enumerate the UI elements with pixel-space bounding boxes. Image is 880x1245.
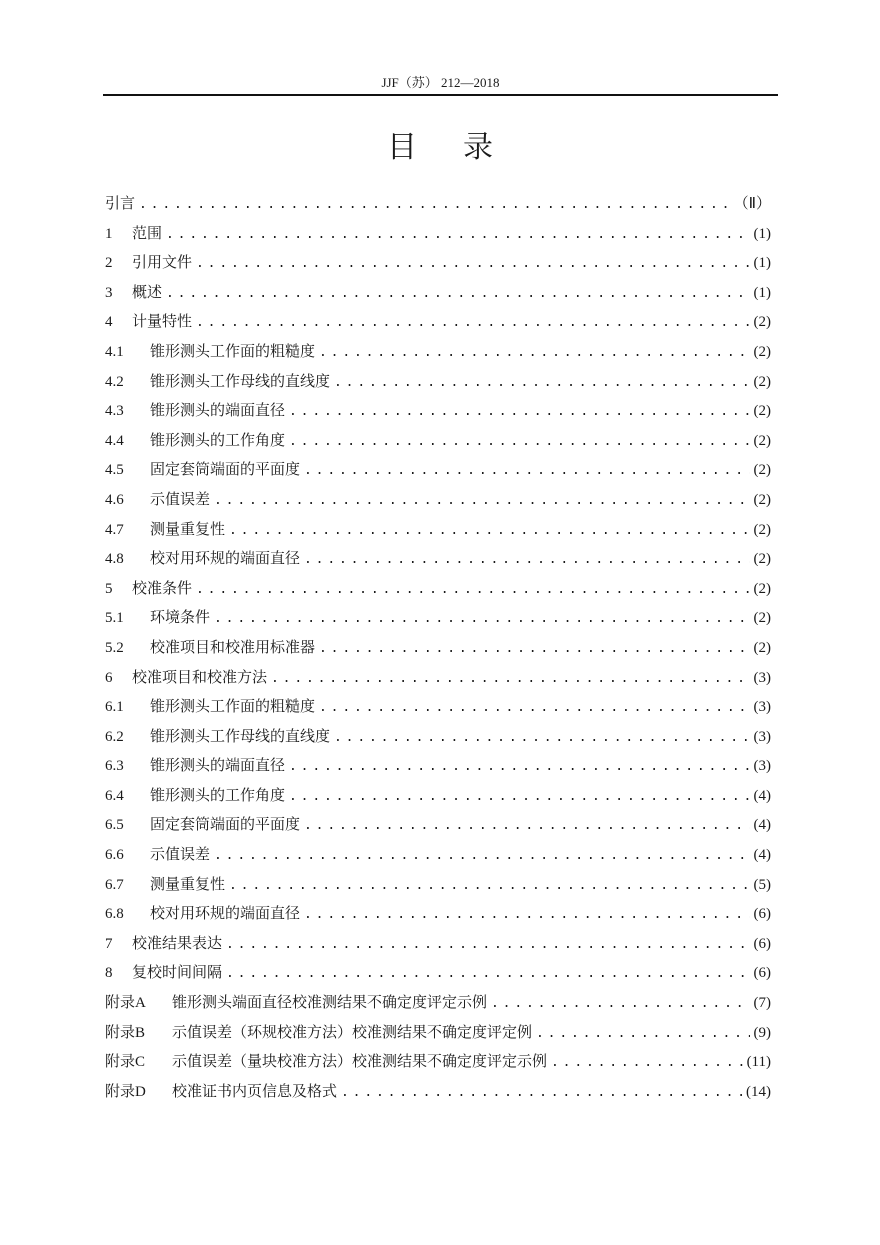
toc-entry-label: 固定套筒端面的平面度 [150,460,301,479]
toc-entry[interactable] [105,370,771,400]
toc-entry-label: 复校时间间隔 [132,963,223,982]
toc-entry[interactable] [105,488,771,518]
toc-entry[interactable] [105,784,771,814]
toc-entry[interactable] [105,695,771,725]
dot-leader [319,700,749,715]
dot-leader [214,611,749,626]
toc-entry[interactable] [105,961,771,991]
toc-entry-page: (6) [753,935,771,952]
toc-entry-number: 6.6 [105,847,124,864]
toc-entry-number: 4.4 [105,432,124,449]
toc-entry-page: (2) [753,639,771,656]
toc-entry-label: 锥形测头的端面直径 [150,401,286,420]
toc-entry[interactable] [105,991,771,1021]
toc-entry-number: 4 [105,314,113,331]
table-of-contents [105,192,771,1109]
toc-entry[interactable] [105,1021,771,1051]
toc-entry-label: 校准项目和校准方法 [132,667,268,686]
toc-entry-number: 4.2 [105,373,124,390]
dot-leader [196,582,749,597]
toc-entry-number: 6.1 [105,699,124,716]
toc-entry-label: 锥形测头的工作角度 [150,430,286,449]
toc-entry-page: (3) [753,669,771,686]
toc-entry-label: 计量特性 [132,312,193,331]
toc-entry-label: 概述 [132,282,163,301]
toc-entry-page: (3) [753,699,771,716]
toc-entry-number: 3 [105,284,113,301]
dot-leader [334,730,749,745]
dot-leader [214,848,749,863]
toc-entry-number: 6.2 [105,728,124,745]
dot-leader [289,789,749,804]
toc-entry-label: 引用文件 [132,253,193,272]
toc-entry[interactable] [105,873,771,903]
toc-entry-label: 锥形测头端面直径校准测结果不确定度评定示例 [172,993,488,1012]
toc-entry-label: 锥形测头工作面的粗糙度 [150,697,316,716]
page-title: 目录 [387,130,539,165]
toc-entry-number: 5.2 [105,639,124,656]
toc-entry-number: 6.4 [105,787,124,804]
toc-entry-page: (2) [753,314,771,331]
toc-entry[interactable] [105,725,771,755]
toc-entry-number: 5 [105,580,113,597]
toc-entry-number: 4.6 [105,491,124,508]
toc-entry-label: 环境条件 [150,608,211,627]
toc-entry[interactable] [105,1050,771,1080]
toc-entry[interactable] [105,606,771,636]
toc-entry[interactable] [105,458,771,488]
toc-entry-page: (6) [753,965,771,982]
toc-entry-number: 6.5 [105,817,124,834]
toc-entry-page: (11) [746,1054,771,1071]
toc-entry[interactable] [105,310,771,340]
dot-leader [289,759,749,774]
toc-entry[interactable] [105,547,771,577]
toc-entry[interactable] [105,754,771,784]
dot-leader [229,523,749,538]
toc-entry-label: 锥形测头工作面的粗糙度 [150,341,316,360]
toc-entry-number: 附录B [105,1024,146,1041]
toc-entry-number: 2 [105,255,113,272]
toc-entry-label: 测量重复性 [150,519,226,538]
toc-entry-page: (5) [753,876,771,893]
dot-leader [304,818,749,833]
dot-leader [304,463,749,478]
toc-entry-page: (1) [753,284,771,301]
dot-leader [196,256,749,271]
toc-entry-page: (4) [753,817,771,834]
toc-entry-page: (3) [753,758,771,775]
dot-leader [491,996,749,1011]
toc-entry-label: 校准证书内页信息及格式 [172,1081,338,1100]
toc-entry-number: 附录A [105,995,146,1012]
toc-entry-label: 校准条件 [132,578,193,597]
toc-entry-page: (2) [753,610,771,627]
toc-entry[interactable] [105,340,771,370]
dot-leader [334,375,749,390]
dot-leader [289,434,749,449]
dot-leader [166,286,749,301]
toc-entry-label: 锥形测头工作母线的直线度 [150,371,331,390]
dot-leader [319,641,749,656]
dot-leader [226,966,749,981]
toc-entry-label: 示值误差（环规校准方法）校准测结果不确定度评定例 [172,1022,533,1041]
toc-entry[interactable] [105,222,771,252]
toc-entry-label: 锥形测头的工作角度 [150,785,286,804]
toc-entry[interactable] [105,1080,771,1110]
toc-entry-label: 校准结果表达 [132,933,223,952]
toc-entry-number: 附录D [105,1083,146,1100]
toc-entry-page: (6) [753,906,771,923]
toc-entry-label: 固定套筒端面的平面度 [150,815,301,834]
toc-entry[interactable] [105,281,771,311]
toc-entry-label: 示值误差 [150,489,211,508]
toc-entry-label: 范围 [132,223,163,242]
toc-entry-page: (2) [753,432,771,449]
toc-entry-number: 6.7 [105,876,124,893]
toc-entry-page: (2) [753,462,771,479]
toc-entry-page: (14) [746,1083,771,1100]
toc-entry-label: 引言 [105,194,136,212]
toc-entry-page: (2) [753,491,771,508]
toc-entry-number: 4.3 [105,403,124,420]
toc-entry-number: 附录C [105,1054,146,1071]
toc-entry-page: (1) [753,255,771,272]
toc-entry-label: 校准项目和校准用标准器 [150,637,316,656]
dot-leader [139,197,730,212]
toc-entry-number: 4.5 [105,462,124,479]
toc-entry-number: 4.1 [105,343,124,360]
toc-entry[interactable] [105,636,771,666]
toc-entry-label: 校对用环规的端面直径 [150,549,301,568]
toc-entry-number: 6 [105,669,113,686]
toc-entry-number: 8 [105,965,113,982]
toc-entry-page: (2) [753,580,771,597]
toc-entry-number: 4.7 [105,521,124,538]
toc-entry-label: 锥形测头的端面直径 [150,756,286,775]
dot-leader [166,227,749,242]
toc-entry[interactable] [105,577,771,607]
toc-entry[interactable] [105,518,771,548]
toc-entry[interactable] [105,399,771,429]
dot-leader [229,878,749,893]
dot-leader [271,671,749,686]
toc-entry[interactable] [105,251,771,281]
toc-entry-page: (2) [753,521,771,538]
toc-entry-page: (2) [753,551,771,568]
toc-entry[interactable] [105,902,771,932]
dot-leader [536,1026,749,1041]
toc-entry-number: 6.3 [105,758,124,775]
toc-entry-number: 5.1 [105,610,124,627]
toc-entry[interactable] [105,666,771,696]
toc-entry-page: (7) [753,995,771,1012]
toc-entry-number: 4.8 [105,551,124,568]
toc-entry-label: 测量重复性 [150,874,226,893]
toc-entry-page: (1) [753,225,771,242]
toc-entry-number: 7 [105,935,113,952]
toc-entry-label: 锥形测头工作母线的直线度 [150,726,331,745]
toc-entry-page: (2) [753,343,771,360]
toc-entry[interactable] [105,843,771,873]
toc-entry[interactable] [105,932,771,962]
toc-entry-page: (4) [753,847,771,864]
dot-leader [551,1055,743,1070]
toc-entry-page: （Ⅱ） [733,196,771,212]
toc-entry-label: 示值误差 [150,845,211,864]
toc-entry-label: 示值误差（量块校准方法）校准测结果不确定度评定示例 [172,1052,548,1071]
dot-leader [304,907,749,922]
toc-entry-page: (4) [753,787,771,804]
toc-entry-page: (2) [753,373,771,390]
document-code-header: JJF（苏） 212—2018 [381,75,500,90]
dot-leader [196,315,749,330]
dot-leader [214,493,749,508]
dot-leader [319,345,749,360]
dot-leader [226,937,749,952]
header-rule [103,94,778,96]
dot-leader [341,1085,742,1100]
toc-entry-page: (9) [753,1024,771,1041]
toc-entry-page: (2) [753,403,771,420]
dot-leader [304,552,749,567]
toc-entry[interactable] [105,192,771,222]
dot-leader [289,404,749,419]
toc-entry-number: 1 [105,225,113,242]
toc-entry[interactable] [105,813,771,843]
toc-entry-label: 校对用环规的端面直径 [150,904,301,923]
toc-entry[interactable] [105,429,771,459]
toc-entry-page: (3) [753,728,771,745]
toc-entry-number: 6.8 [105,906,124,923]
